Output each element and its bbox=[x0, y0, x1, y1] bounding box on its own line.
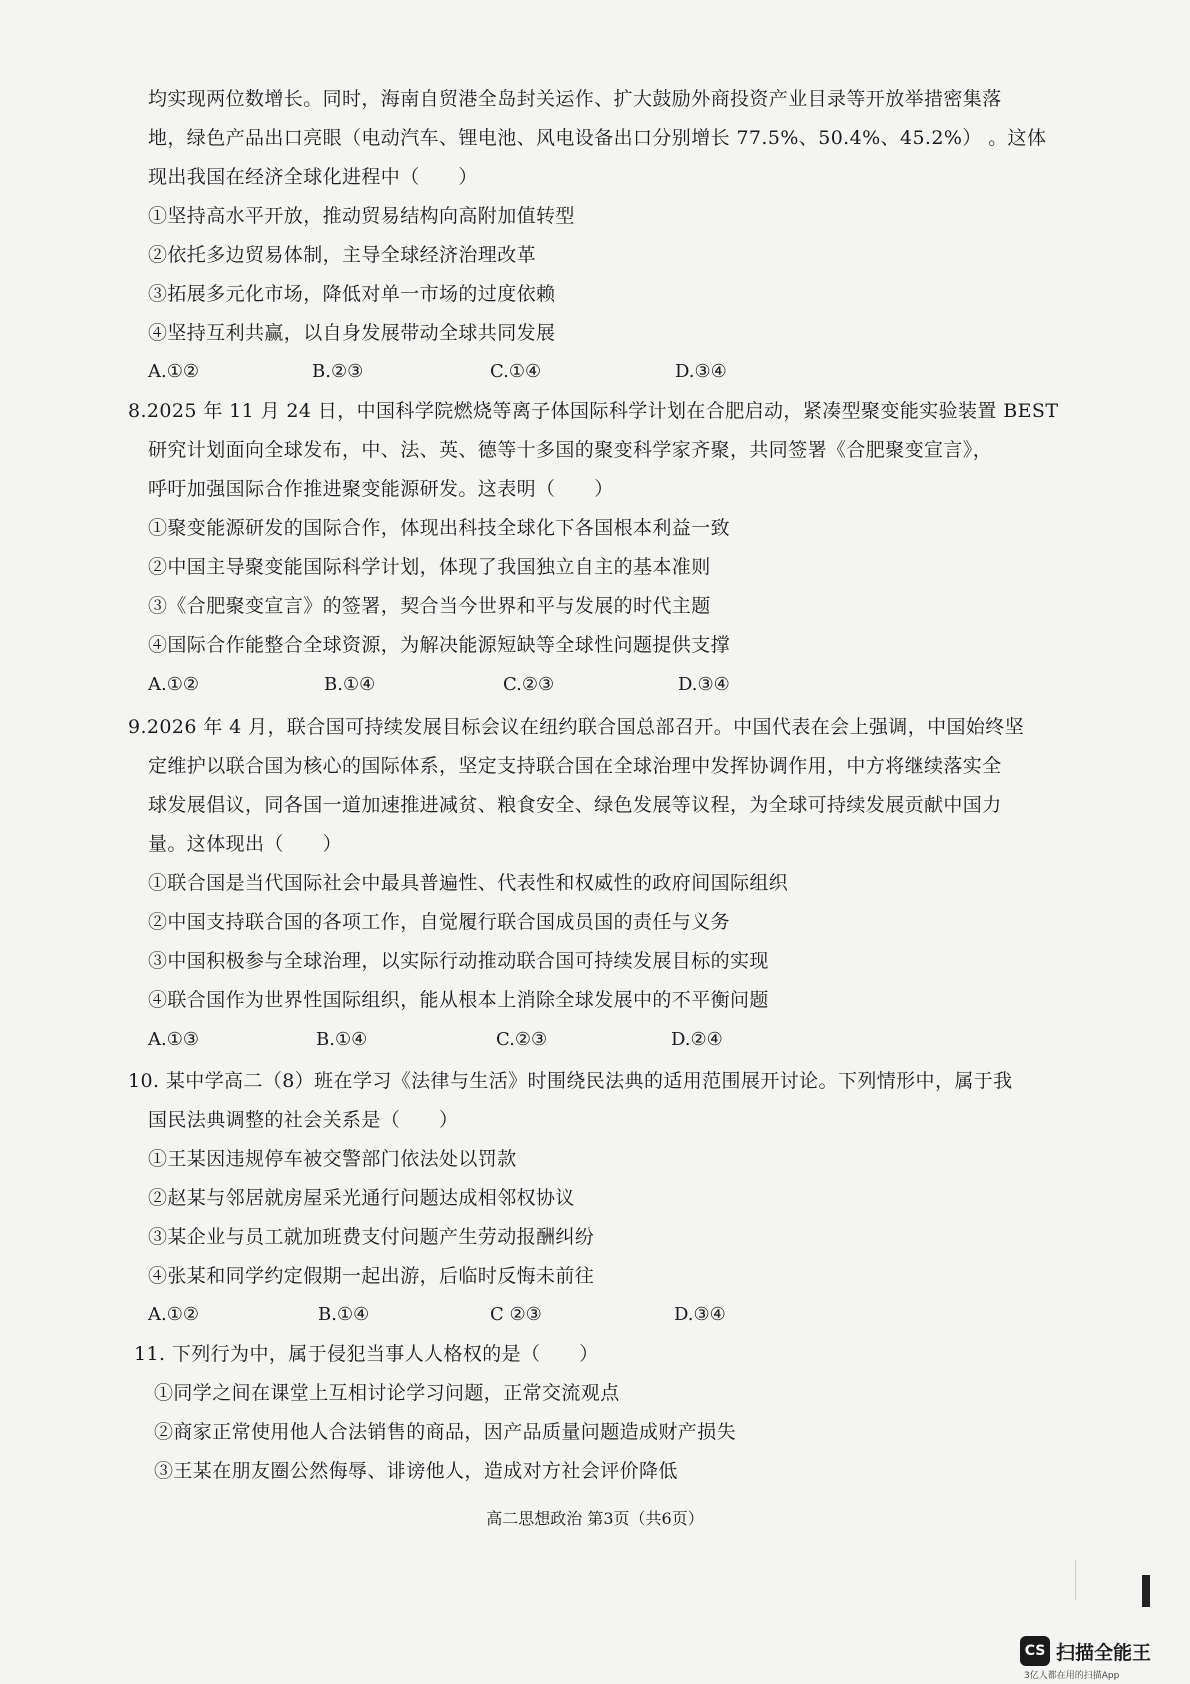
question-stem-line: 10. 某中学高二（8）班在学习《法律与生活》时围绕民法典的适用范围展开讨论。下列情形中，属于我 bbox=[128, 1070, 1013, 1092]
question-stem-line: 均实现两位数增长。同时，海南自贸港全岛封关运作、扩大鼓励外商投资产业目录等开放举措密集落 bbox=[148, 88, 1002, 110]
question-stem-line: 量。这体现出（ ） bbox=[148, 833, 343, 855]
question-stem-line: 研究计划面向全球发布，中、法、英、德等十多国的聚变科学家齐聚，共同签署《合肥聚变宣言》， bbox=[148, 439, 993, 461]
statement-item: ②中国支持联合国的各项工作，自觉履行联合国成员国的责任与义务 bbox=[148, 911, 731, 933]
option-d: D.③④ bbox=[674, 1304, 726, 1325]
option-c: C.②③ bbox=[496, 1029, 548, 1050]
option-a: A.①② bbox=[148, 1304, 199, 1325]
statement-item: ①同学之间在课堂上互相讨论学习问题，正常交流观点 bbox=[154, 1382, 620, 1404]
statement-item: ②中国主导聚变能国际科学计划，体现了我国独立自主的基本准则 bbox=[148, 556, 711, 578]
statement-item: ①联合国是当代国际社会中最具普遍性、代表性和权威性的政府间国际组织 bbox=[148, 872, 789, 894]
option-a: A.①② bbox=[148, 674, 199, 695]
option-b: B.①④ bbox=[316, 1029, 368, 1050]
option-b: B.①④ bbox=[318, 1304, 370, 1325]
scan-artifact bbox=[1142, 1575, 1150, 1607]
question-stem-line: 球发展倡议，同各国一道加速推进减贫、粮食安全、绿色发展等议程，为全球可持续发展贡献中国力 bbox=[148, 794, 1002, 816]
statement-item: ①坚持高水平开放，推动贸易结构向高附加值转型 bbox=[148, 205, 575, 227]
option-b: B.②③ bbox=[312, 361, 364, 382]
option-d: D.③④ bbox=[678, 674, 730, 695]
option-c: C ②③ bbox=[490, 1304, 542, 1325]
scan-artifact bbox=[1075, 1560, 1076, 1600]
statement-item: ④坚持互利共赢，以自身发展带动全球共同发展 bbox=[148, 322, 556, 344]
question-stem-line: 呼吁加强国际合作推进聚变能源研发。这表明（ ） bbox=[148, 478, 614, 500]
scanner-slogan: 3亿人都在用的扫描App bbox=[1024, 1671, 1120, 1681]
statement-item: ③中国积极参与全球治理，以实际行动推动联合国可持续发展目标的实现 bbox=[148, 950, 769, 972]
question-stem-line: 地，绿色产品出口亮眼（电动汽车、锂电池、风电设备出口分别增长 77.5%、50.4%、45.2%） 。这体 bbox=[148, 127, 1047, 149]
statement-item: ④国际合作能整合全球资源，为解决能源短缺等全球性问题提供支撑 bbox=[148, 634, 731, 656]
page-footer: 高二思想政治 第3页（共6页） bbox=[486, 1509, 704, 1528]
statement-item: ④张某和同学约定假期一起出游，后临时反悔未前往 bbox=[148, 1265, 595, 1287]
statement-item: ①聚变能源研发的国际合作，体现出科技全球化下各国根本利益一致 bbox=[148, 517, 731, 539]
option-a: A.①③ bbox=[148, 1029, 199, 1050]
question-stem-line: 9.2026 年 4 月，联合国可持续发展目标会议在纽约联合国总部召开。中国代表在会上强调，中国始终坚 bbox=[128, 716, 1025, 738]
statement-item: ①王某因违规停车被交警部门依法处以罚款 bbox=[148, 1148, 517, 1170]
scanner-brand-name: 扫描全能王 bbox=[1056, 1642, 1152, 1664]
question-stem-line: 现出我国在经济全球化进程中（ ） bbox=[148, 166, 478, 188]
question-stem-line: 国民法典调整的社会关系是（ ） bbox=[148, 1109, 459, 1131]
statement-item: ④联合国作为世界性国际组织，能从根本上消除全球发展中的不平衡问题 bbox=[148, 989, 769, 1011]
option-d: D.③④ bbox=[675, 361, 727, 382]
scanner-logo-icon: CS bbox=[1020, 1636, 1050, 1666]
question-stem-line: 11. 下列行为中，属于侵犯当事人人格权的是（ ） bbox=[134, 1343, 599, 1365]
statement-item: ③拓展多元化市场，降低对单一市场的过度依赖 bbox=[148, 283, 556, 305]
statement-item: ②依托多边贸易体制，主导全球经济治理改革 bbox=[148, 244, 537, 266]
statement-item: ③某企业与员工就加班费支付问题产生劳动报酬纠纷 bbox=[148, 1226, 595, 1248]
scanner-watermark bbox=[1020, 1636, 1170, 1680]
option-c: C.②③ bbox=[503, 674, 555, 695]
option-b: B.①④ bbox=[324, 674, 376, 695]
option-a: A.①② bbox=[148, 361, 199, 382]
statement-item: ②商家正常使用他人合法销售的商品，因产品质量问题造成财产损失 bbox=[154, 1421, 737, 1443]
option-c: C.①④ bbox=[490, 361, 542, 382]
statement-item: ②赵某与邻居就房屋采光通行问题达成相邻权协议 bbox=[148, 1187, 575, 1209]
option-d: D.②④ bbox=[671, 1029, 723, 1050]
question-stem-line: 定维护以联合国为核心的国际体系，坚定支持联合国在全球治理中发挥协调作用，中方将继续落实全 bbox=[148, 755, 1002, 777]
question-stem-line: 8.2025 年 11 月 24 日，中国科学院燃烧等离子体国际科学计划在合肥启动，紧凑型聚变能实验装置 BEST bbox=[128, 400, 1059, 422]
statement-item: ③《合肥聚变宣言》的签署，契合当今世界和平与发展的时代主题 bbox=[148, 595, 711, 617]
statement-item: ③王某在朋友圈公然侮辱、诽谤他人，造成对方社会评价降低 bbox=[154, 1460, 678, 1482]
